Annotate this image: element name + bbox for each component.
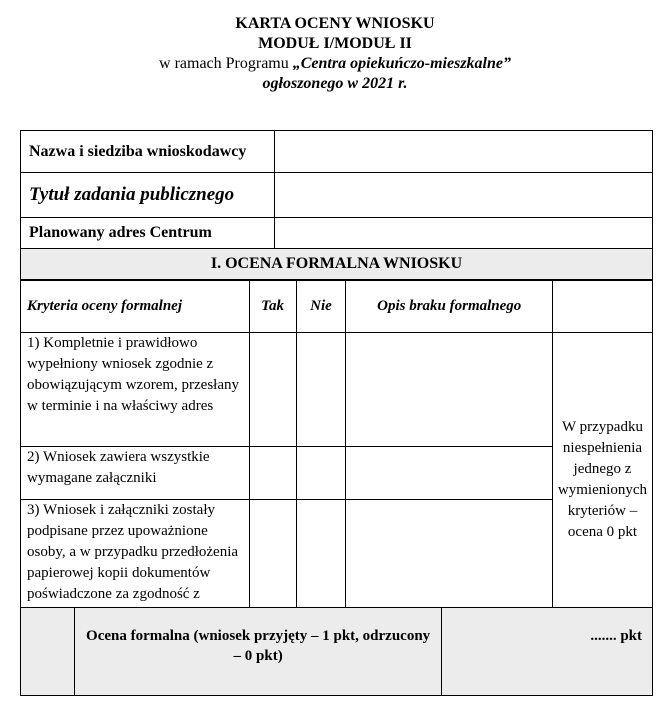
program-prefix: w ramach Programu xyxy=(159,55,293,72)
no-column-header: Nie xyxy=(296,281,346,333)
criterion-1-yes-cell[interactable] xyxy=(249,333,296,447)
summary-label: Ocena formalna (wniosek przyjęty – 1 pkt, odrzucony – 0 pkt) xyxy=(74,608,441,696)
criterion-2-no-cell[interactable] xyxy=(296,447,346,500)
criteria-note: W przypadku niespełnienia jednego z wymienionych kryteriów – ocena 0 pkt xyxy=(552,333,652,627)
criteria-column-header: Kryteria oceny formalnej xyxy=(21,281,250,333)
document-header xyxy=(0,14,670,94)
criteria-header-row xyxy=(21,281,653,333)
program-name: „Centra opiekuńczo-mieszkalne” xyxy=(292,55,511,72)
summary-row xyxy=(21,608,653,696)
section-header-row xyxy=(21,249,653,280)
module-title: MODUŁ I/MODUŁ II xyxy=(258,35,412,52)
section-title: I. OCENA FORMALNA WNIOSKU xyxy=(21,249,653,280)
announcement-line: ogłoszonego w 2021 r. xyxy=(262,75,408,92)
criterion-1-text: 1) Kompletnie i prawidłowo wypełniony wniosek zgodnie z obowiązującym wzorem, przesłany w terminie i na właściwy adres xyxy=(21,333,250,447)
summary-points-field[interactable]: ....... pkt xyxy=(442,608,653,696)
criterion-3-text: 3) Wniosek i załączniki zostały podpisane przez upoważnione osoby, a w przypadku przedłożenia papierowej kopii dokumentów poświadczone za zgodność z xyxy=(21,500,250,627)
criterion-2-text: 2) Wniosek zawiera wszystkie wymagane załączniki xyxy=(21,447,250,500)
formal-summary-table xyxy=(20,607,653,696)
task-title-label: Tytuł zadania publicznego xyxy=(21,173,275,218)
criterion-2-description-cell[interactable] xyxy=(346,447,553,500)
task-title-field[interactable] xyxy=(275,173,653,218)
applicant-row-address xyxy=(21,218,653,249)
applicant-table xyxy=(20,130,653,280)
formal-criteria-table xyxy=(20,280,653,627)
note-column-header xyxy=(552,281,652,333)
address-field[interactable] xyxy=(275,218,653,249)
document-title: KARTA OCENY WNIOSKU xyxy=(235,15,435,32)
yes-column-header: Tak xyxy=(249,281,296,333)
description-column-header: Opis braku formalnego xyxy=(346,281,553,333)
criterion-1-description-cell[interactable] xyxy=(346,333,553,447)
criteria-row-1 xyxy=(21,333,653,447)
summary-blank-cell xyxy=(21,608,75,696)
criterion-2-yes-cell[interactable] xyxy=(249,447,296,500)
program-line xyxy=(0,54,670,74)
address-label: Planowany adres Centrum xyxy=(21,218,275,249)
applicant-name-field[interactable] xyxy=(275,131,653,173)
applicant-row-task xyxy=(21,173,653,218)
applicant-name-label: Nazwa i siedziba wnioskodawcy xyxy=(21,131,275,173)
criterion-1-no-cell[interactable] xyxy=(296,333,346,447)
applicant-row-name xyxy=(21,131,653,173)
